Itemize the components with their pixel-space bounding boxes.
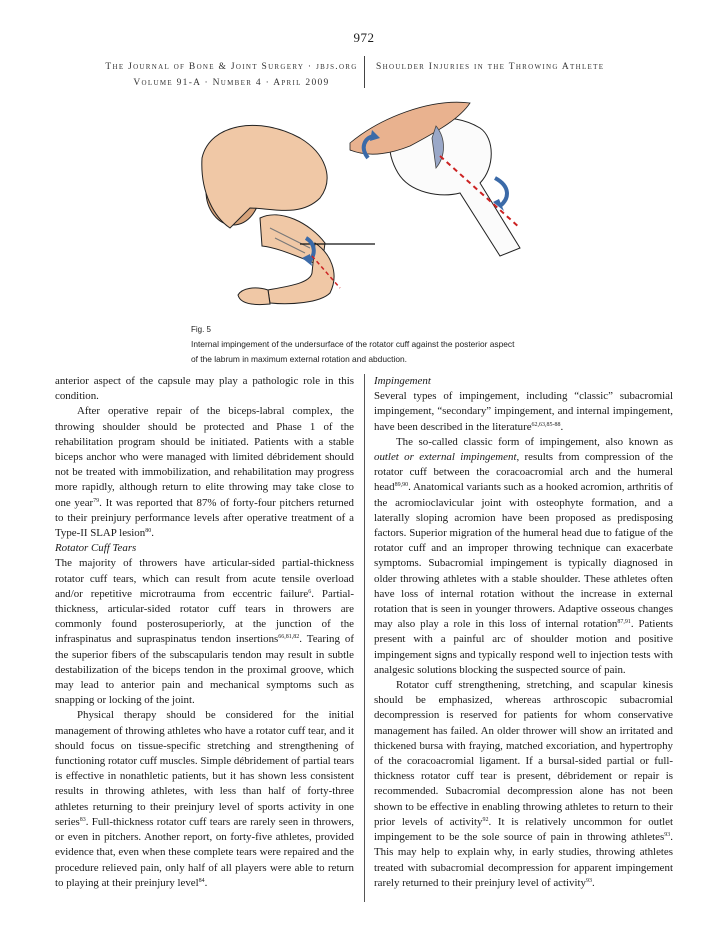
italic-term: outlet or external impingement — [374, 451, 517, 464]
text: Physical therapy should be considered for the initial management of throwing athletes who have a rotator cuff tear, and it should focus on tissue-specific stretching and strengthening of functioning rotator cuff muscles. Simple débridement of partial tears is effective in nonathletic patients, but it has shown less consistent results in throwing athletes, with less than half of forty-three athletes returning to their preinjury level of sports activity in one series — [55, 709, 354, 828]
text: , results from compression of the rotator cuff between the coracoacromial arch and the humeral head — [374, 451, 673, 494]
section-heading: Impingement — [374, 375, 431, 387]
text: The so-called classic form of impingement, also known as — [396, 435, 673, 448]
paragraph — [374, 435, 673, 678]
running-head-journal — [104, 59, 359, 91]
reference: 92 — [482, 816, 489, 823]
paragraph — [55, 374, 354, 404]
journal-line-2: Volume 91-A · Number 4 · April 2009 — [133, 78, 330, 88]
text: . — [151, 527, 154, 540]
text: Several types of impingement, including “classic” subacromial impingement, “secondary” impingement, and internal impingement, have been described in the literature — [374, 390, 673, 433]
paragraph — [55, 556, 354, 708]
figure-illustration — [150, 98, 580, 313]
reference: 62,63,85-88 — [531, 421, 561, 428]
reference: 83 — [79, 816, 86, 823]
arm-and-torso-drawing — [202, 125, 334, 304]
figure-caption — [191, 322, 521, 367]
reference: 87,91 — [617, 619, 631, 626]
hand-shape — [238, 288, 270, 305]
right-column — [374, 374, 673, 891]
reference: 89,90 — [394, 482, 409, 489]
text: . Patients present with a painful arc of shoulder motion and positive impingement signs and typically respond well to injection tests with analgesic solutions blocking the suspected source of pain. — [374, 618, 673, 676]
journal-line-1: The Journal of Bone & Joint Surgery · jbjs.org — [105, 62, 358, 72]
figure-caption-text: Internal impingement of the undersurface of the rotator cuff against the posterior aspect of the labrum in maximum external rotation and abduction. — [191, 339, 515, 364]
paragraph — [374, 389, 673, 435]
reference: 93 — [585, 877, 592, 884]
paragraph — [374, 678, 673, 891]
page-number: 972 — [353, 30, 375, 45]
paragraph — [55, 708, 354, 890]
paragraph — [55, 404, 354, 541]
text: . Tearing of the superior fibers of the subscapularis tendon may result in subtle destabilization of the biceps tendon in the proximal groove, which may lead to anterior pain and mechanical symptoms such as snapping or locking of the joint. — [55, 633, 354, 707]
text: . Partial-thickness, articular-sided rotator cuff tears in throwers are commonly found posterosuperiorly, at the junction of the infraspinatus and supraspinatus tendon insertions — [55, 587, 354, 646]
reference: 66,81,82 — [278, 634, 300, 641]
text: . This may help to explain why, in early studies, throwing athletes treated with subacromial decompression for apparent impingement rarely returned to their preinjury level of activity — [374, 831, 673, 889]
figure-label: Fig. 5 — [191, 325, 212, 334]
section-heading: Rotator Cuff Tears — [55, 542, 137, 555]
reference: 80 — [145, 528, 152, 535]
column-divider — [364, 374, 365, 902]
left-column — [55, 374, 354, 891]
text: . It is relatively uncommon for outlet impingement to be the sole source of pain in throwing athletes — [374, 815, 673, 844]
text: . — [204, 876, 208, 889]
text: . Anatomical variants such as a hooked acromion, arthritis of the acromioclavicular joint with osteophyte formation, and a laterally sloping acromion have been proposed as predisposing factors. Superior migration of the humeral head due to fatigue of the rotator cuff and an improper throwing technique can exacerbate symptoms. Subacromial impingement is typically diagnosed in older throwing athletes with a stable shoulder. These athletes often have loss of internal rotation without the increase in external rotation that is seen in younger throwers. Adaptive osseous changes may also play a role in this loss of internal rotation — [374, 481, 673, 631]
running-head-article-title: Shoulder Injuries in the Throwing Athlete — [376, 62, 605, 72]
text: Rotator cuff strengthening, stretching, and scapular kinesis should be emphasized, whereas arthroscopic subacromial decompression is reserved for patients for whom conservative management has failed. An older thrower will show an irritated and thickened bursa with fraying, matched excoriation, and hypertrophy of the coracoacromial ligament. If a bursal-sided partial or full-thickness rotator cuff tear is present, débridement or repair is recommended. Subacromial decompression alone has not been shown to be effective in enabling throwing athletes to return to their prior levels of activity — [374, 679, 673, 828]
text: The majority of throwers have articular-sided partial-thickness rotator cuff tears, which can result from acute tensile overload and/or repetitive microtrauma from eccentric failure — [55, 557, 354, 600]
reference: 79 — [93, 497, 100, 504]
text: . — [591, 876, 595, 889]
reference: 6 — [308, 588, 312, 595]
reference: 93 — [664, 832, 671, 839]
reference: 84 — [198, 877, 205, 884]
text: After operative repair of the biceps-labral complex, the throwing shoulder should be protected and Phase 1 of the rehabilitation program should be initiated. Patients with a stable biceps anchor who were managed with limited débridement should not be treated with immobilization, and rehabilitation may progress more rapidly, although return to elite throwing may take close to one year — [55, 405, 354, 509]
shoulder-joint-inset — [350, 102, 520, 256]
text: . It was reported that 87% of forty-four pitchers returned to their preinjury performance levels after operative treatment of a Type-II SLAP lesion — [55, 496, 354, 540]
text: anterior aspect of the capsule may play a pathologic role in this condition. — [55, 375, 354, 403]
text: . Full-thickness rotator cuff tears are rarely seen in throwers, or even in pitchers. Another report, on forty-five athletes, provided evidence that, even when these complete tears were repaired and the procedure relieved pain, only half of all players were able to return to playing at their preinjury level — [55, 815, 354, 889]
text: . — [560, 420, 564, 433]
running-head-divider — [364, 56, 365, 88]
torso-shape — [202, 125, 327, 228]
